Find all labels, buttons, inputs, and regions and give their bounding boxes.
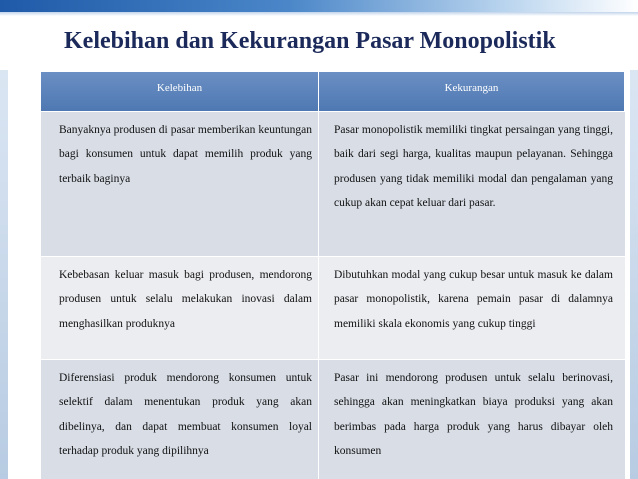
table-row (41, 256, 625, 359)
cell-kelebihan: Banyaknya produsen di pasar memberikan keuntungan bagi konsumen untuk dapat memilih produk yang terbaik baginya (41, 112, 319, 256)
comparison-table (41, 72, 625, 479)
slide-title: Kelebihan dan Kekurangan Pasar Monopolistik (64, 28, 556, 54)
cell-kekurangan: Pasar monopolistik memiliki tingkat persaingan yang tinggi, baik dari segi harga, kualitas maupun pelayanan. Sehingga produsen yang tidak memiliki modal dan pengalaman yang cukup akan cepat keluar dari pasar. (334, 124, 613, 209)
cell-kekurangan: Dibutuhkan modal yang cukup besar untuk masuk ke dalam pasar monopolistik, karena pemain pasar di dalamnya memiliki skala ekonomis yang cukup tinggi (334, 269, 613, 330)
table-row (41, 359, 625, 479)
top-decorative-band (0, 0, 638, 12)
right-decorative-border (630, 70, 638, 479)
cell-kelebihan: Kebebasan keluar masuk bagi produsen, mendorong produsen untuk selalu melakukan inovasi dalam menghasilkan produknya (41, 257, 319, 359)
header-kelebihan: Kelebihan (41, 72, 319, 111)
table-header-row (41, 72, 625, 111)
cell-kelebihan: Diferensiasi produk mendorong konsumen untuk selektif dalam menentukan produk yang akan dibelinya, dan dapat membuat konsumen loyal terhadap produk yang dipilihnya (41, 360, 319, 479)
header-kekurangan: Kekurangan (319, 72, 625, 111)
cell-kekurangan: Pasar ini mendorong produsen untuk selalu berinovasi, sehingga akan meningkatkan biaya produksi yang akan berimbas pada harga produk yang harus dibayar oleh konsumen (334, 372, 613, 457)
table-row (41, 111, 625, 256)
left-decorative-border (0, 70, 8, 479)
